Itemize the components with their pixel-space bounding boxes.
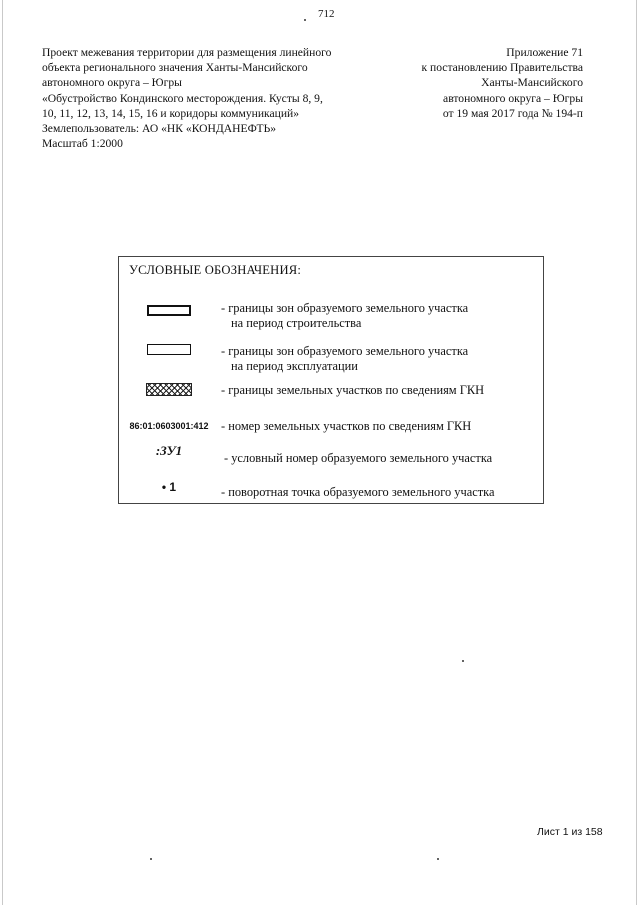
- legend-title: УСЛОВНЫЕ ОБОЗНАЧЕНИЯ:: [129, 263, 302, 277]
- scan-edge-left: [2, 0, 3, 905]
- appendix-line: автономного округа – Югры: [443, 91, 583, 105]
- turning-point-sample: • 1: [161, 480, 177, 494]
- scan-edge-right: [636, 0, 637, 905]
- legend-box: [118, 256, 544, 504]
- scan-speck: [150, 858, 152, 860]
- cadastral-number-sample: 86:01:0603001:412: [129, 421, 209, 431]
- appendix-line: Ханты-Мансийского: [481, 76, 583, 90]
- sheet-counter: Лист 1 из 158: [537, 826, 603, 838]
- thin-rectangle-icon: [147, 344, 191, 355]
- scan-speck: [437, 858, 439, 860]
- appendix-date-line: от 19 мая 2017 года № 194-п: [442, 106, 583, 120]
- legend-item-label: - границы зон образуемого земельного участка: [221, 344, 469, 358]
- page-number: 712: [318, 8, 335, 20]
- project-header-line: объекта регионального значения Ханты-Мансийского: [42, 61, 308, 75]
- project-header: [42, 45, 362, 151]
- appendix-title: Приложение 71: [506, 46, 583, 59]
- legend-item-label: - поворотная точка образуемого земельного участка: [221, 485, 495, 499]
- project-header-line: «Обустройство Кондинского месторождения. Кусты 8, 9,: [42, 91, 323, 105]
- legend-item-label: - номер земельных участков по сведениям ГКН: [221, 419, 472, 433]
- crosshatch-rectangle-icon: [146, 383, 192, 396]
- land-user-line: Землепользователь: АО «НК «КОНДАНЕФТЬ»: [42, 122, 277, 136]
- thick-rectangle-icon: [147, 305, 191, 316]
- project-header-line: 10, 11, 12, 13, 14, 15, 16 и коридоры коммуникаций»: [42, 106, 300, 120]
- appendix-line: к постановлению Правительства: [421, 61, 583, 75]
- scan-speck: [304, 19, 306, 21]
- scan-speck: [462, 660, 464, 662]
- legend-item-label: - границы земельных участков по сведениям ГКН: [221, 383, 485, 397]
- legend-item-label: - условный номер образуемого земельного участка: [224, 451, 493, 465]
- legend-item-label: - границы зон образуемого земельного участка: [221, 301, 469, 315]
- legend-item-label: на период эксплуатации: [231, 359, 358, 373]
- project-header-line: Проект межевания территории для размещения линейного: [42, 46, 332, 59]
- legend-item-label: на период строительства: [231, 316, 362, 330]
- scale-line: Масштаб 1:2000: [42, 137, 123, 151]
- project-header-line: автономного округа – Югры: [42, 76, 182, 90]
- conditional-number-sample: :ЗУ1: [155, 443, 183, 458]
- appendix-header: [343, 45, 583, 121]
